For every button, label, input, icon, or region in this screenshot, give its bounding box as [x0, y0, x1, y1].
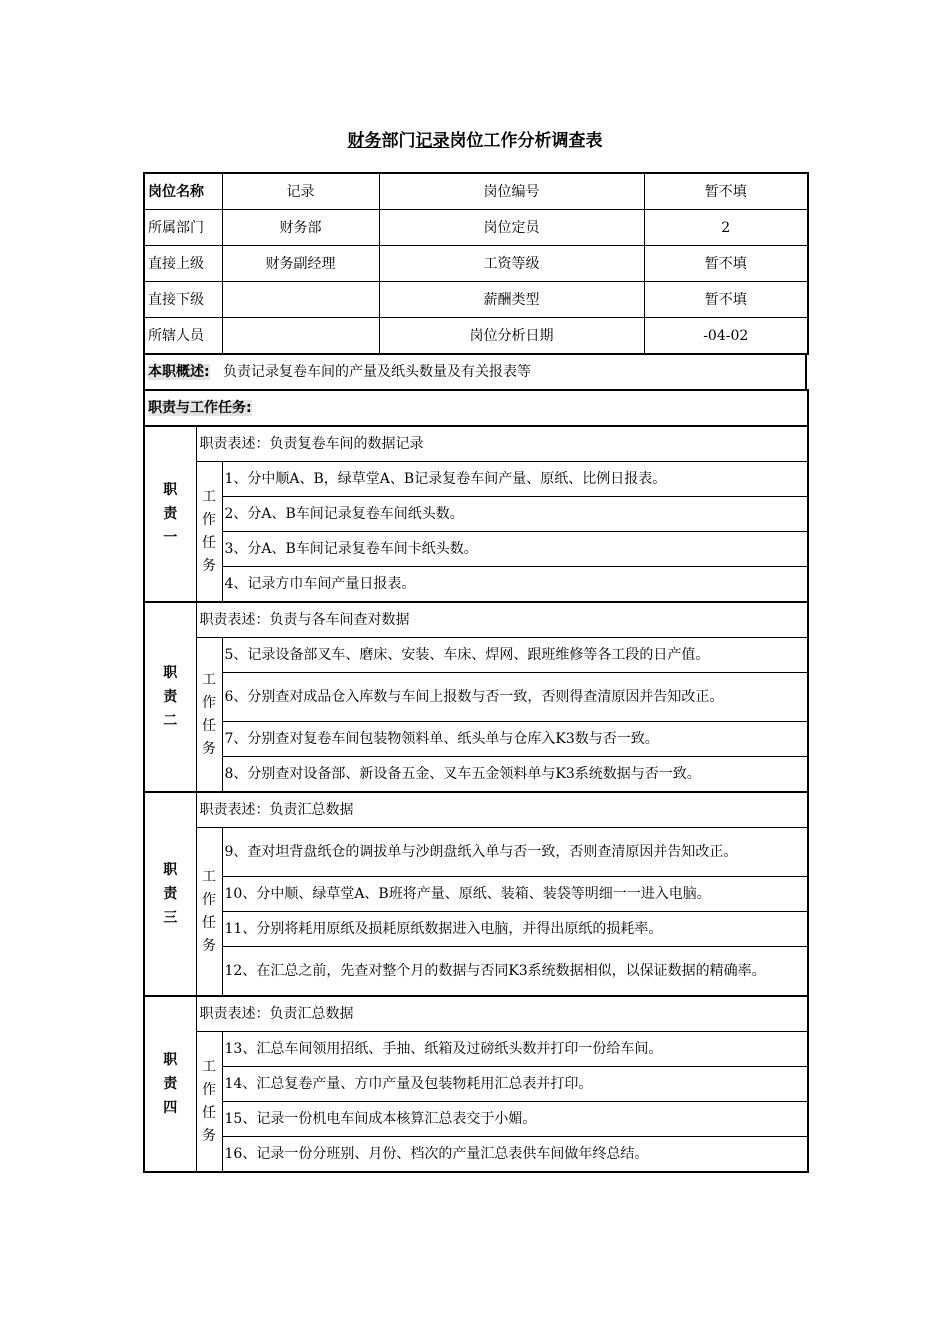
task-label-char: 任 [202, 717, 216, 734]
task-label-char: 任 [202, 914, 216, 931]
duty-name-char: 职 [163, 1052, 178, 1068]
duty-name-char: 一 [163, 530, 178, 546]
duties-header-cell [144, 390, 808, 427]
task-label-cell [196, 1032, 222, 1173]
task-label-char: 作 [202, 891, 216, 908]
dept-label: 所属部门 [144, 210, 222, 246]
task-item: 12、在汇总之前，先查对整个月的数据与否同K3系统数据相似，以保证数据的精确率。 [222, 947, 808, 997]
duties-header: 职责与工作任务: [148, 399, 252, 416]
task-row [144, 912, 808, 947]
duty-desc-row [144, 426, 808, 462]
task-item: 9、查对坦背盘纸仓的调拔单与沙朗盘纸入单与否一致，否则查清原因并告知改正。 [222, 828, 808, 877]
task-item: 1、分中顺A、B，绿草堂A、B记录复卷车间产量、原纸、比例日报表。 [222, 462, 808, 497]
task-item: 5、记录设备部叉车、磨床、安装、车床、焊网、跟班维修等各工段的日产值。 [222, 638, 808, 673]
task-item: 10、分中顺、绿草堂A、B班将产量、原纸、装箱、装袋等明细一一进入电脑。 [222, 877, 808, 912]
title-part-3: 记录 [415, 131, 450, 151]
task-item: 7、分别查对复卷车间包装物领料单、纸头单与仓库入K3数与否一致。 [222, 722, 808, 757]
task-label-char: 作 [202, 1081, 216, 1098]
task-item: 13、汇总车间领用招纸、手抽、纸箱及过磅纸头数并打印一份给车间。 [222, 1032, 808, 1067]
duty-name-char: 责 [163, 886, 178, 902]
task-label-char: 工 [202, 488, 216, 505]
duty-description: 职责表述：负责汇总数据 [196, 792, 808, 828]
task-item: 3、分A、B车间记录复卷车间卡纸头数。 [222, 532, 808, 567]
summary-cell [144, 354, 806, 391]
task-row [144, 877, 808, 912]
staff-value [222, 318, 379, 355]
analysis-date-label: 岗位分析日期 [379, 318, 644, 355]
info-row [144, 246, 808, 282]
task-row [144, 1032, 808, 1067]
duty-name-char: 责 [163, 689, 178, 705]
info-row [144, 282, 808, 318]
task-row [144, 497, 808, 532]
duty-name-cell [144, 792, 196, 996]
duty-name-cell [144, 426, 196, 602]
task-row [144, 532, 808, 567]
superior-label: 直接上级 [144, 246, 222, 282]
task-item: 2、分A、B车间记录复卷车间纸头数。 [222, 497, 808, 532]
task-item: 16、记录一份分班别、月份、档次的产量汇总表供车间做年终总结。 [222, 1137, 808, 1173]
basic-info-table [143, 172, 809, 355]
duty-name-char: 二 [163, 713, 178, 729]
task-item: 14、汇总复卷产量、方巾产量及包装物耗用汇总表并打印。 [222, 1067, 808, 1102]
task-label-char: 作 [202, 511, 216, 528]
duty-name-cell [144, 996, 196, 1172]
task-label-char: 任 [202, 1104, 216, 1121]
task-row [144, 638, 808, 673]
salary-type-label: 薪酬类型 [379, 282, 644, 318]
task-row [144, 828, 808, 877]
dept-value: 财务部 [222, 210, 379, 246]
duty-description: 职责表述：负责汇总数据 [196, 996, 808, 1032]
superior-value: 财务副经理 [222, 246, 379, 282]
task-row [144, 1137, 808, 1173]
task-row [144, 947, 808, 997]
wage-level-value: 暂不填 [644, 246, 808, 282]
task-row [144, 462, 808, 497]
duty-name-cell [144, 602, 196, 792]
duty-description: 职责表述：负责复卷车间的数据记录 [196, 426, 808, 462]
task-label-cell [196, 638, 222, 793]
position-no-value: 暂不填 [644, 173, 808, 210]
title-part-1: 财务 [347, 131, 382, 151]
task-label-cell [196, 828, 222, 997]
task-label-char: 务 [202, 1127, 216, 1144]
task-label-char: 工 [202, 868, 216, 885]
duty-name-char: 职 [163, 482, 178, 498]
info-row [144, 210, 808, 246]
task-row [144, 757, 808, 793]
position-name-value: 记录 [222, 173, 379, 210]
title-part-4: 岗位工作分析调查表 [449, 131, 603, 151]
task-item: 4、记录方巾车间产量日报表。 [222, 567, 808, 603]
task-row [144, 1067, 808, 1102]
task-label-char: 工 [202, 671, 216, 688]
subordinate-label: 直接下级 [144, 282, 222, 318]
task-row [144, 1102, 808, 1137]
task-item: 11、分别将耗用原纸及损耗原纸数据进入电脑，并得出原纸的损耗率。 [222, 912, 808, 947]
position-name-label: 岗位名称 [144, 173, 222, 210]
summary-table [143, 353, 807, 391]
task-label-char: 作 [202, 694, 216, 711]
headcount-value: 2 [644, 210, 808, 246]
salary-type-value: 暂不填 [644, 282, 808, 318]
duty-name-char: 职 [163, 862, 178, 878]
staff-label: 所辖人员 [144, 318, 222, 355]
summary-text: 负责记录复卷车间的产量及纸头数量及有关报表等 [222, 363, 531, 380]
info-row [144, 173, 808, 210]
task-label-char: 任 [202, 534, 216, 551]
duty-desc-row [144, 996, 808, 1032]
task-row [144, 567, 808, 603]
duty-name-char: 四 [163, 1100, 178, 1116]
page-title [0, 126, 950, 151]
info-row [144, 318, 808, 355]
task-row [144, 722, 808, 757]
task-label-char: 务 [202, 557, 216, 574]
task-row [144, 673, 808, 722]
duty-name-char: 三 [163, 910, 178, 926]
analysis-date-value: -04-02 [644, 318, 808, 355]
duty-name-char: 责 [163, 1076, 178, 1092]
task-item: 8、分别查对设备部、新设备五金、叉车五金领料单与K3系统数据与否一致。 [222, 757, 808, 793]
duty-name-char: 职 [163, 665, 178, 681]
duties-table [143, 389, 809, 1173]
duty-desc-row [144, 792, 808, 828]
task-label-char: 工 [202, 1058, 216, 1075]
duty-description: 职责表述：负责与各车间查对数据 [196, 602, 808, 638]
task-item: 15、记录一份机电车间成本核算汇总表交于小媚。 [222, 1102, 808, 1137]
headcount-label: 岗位定员 [379, 210, 644, 246]
wage-level-label: 工资等级 [379, 246, 644, 282]
duty-desc-row [144, 602, 808, 638]
position-no-label: 岗位编号 [379, 173, 644, 210]
duty-name-char: 责 [163, 506, 178, 522]
title-part-2: 部门 [381, 131, 416, 151]
subordinate-value [222, 282, 379, 318]
task-label-char: 务 [202, 937, 216, 954]
task-label-char: 务 [202, 740, 216, 757]
task-item: 6、分别查对成品仓入库数与车间上报数与否一致，否则得查清原因并告知改正。 [222, 673, 808, 722]
summary-label: 本职概述: [148, 363, 210, 380]
task-label-cell [196, 462, 222, 603]
